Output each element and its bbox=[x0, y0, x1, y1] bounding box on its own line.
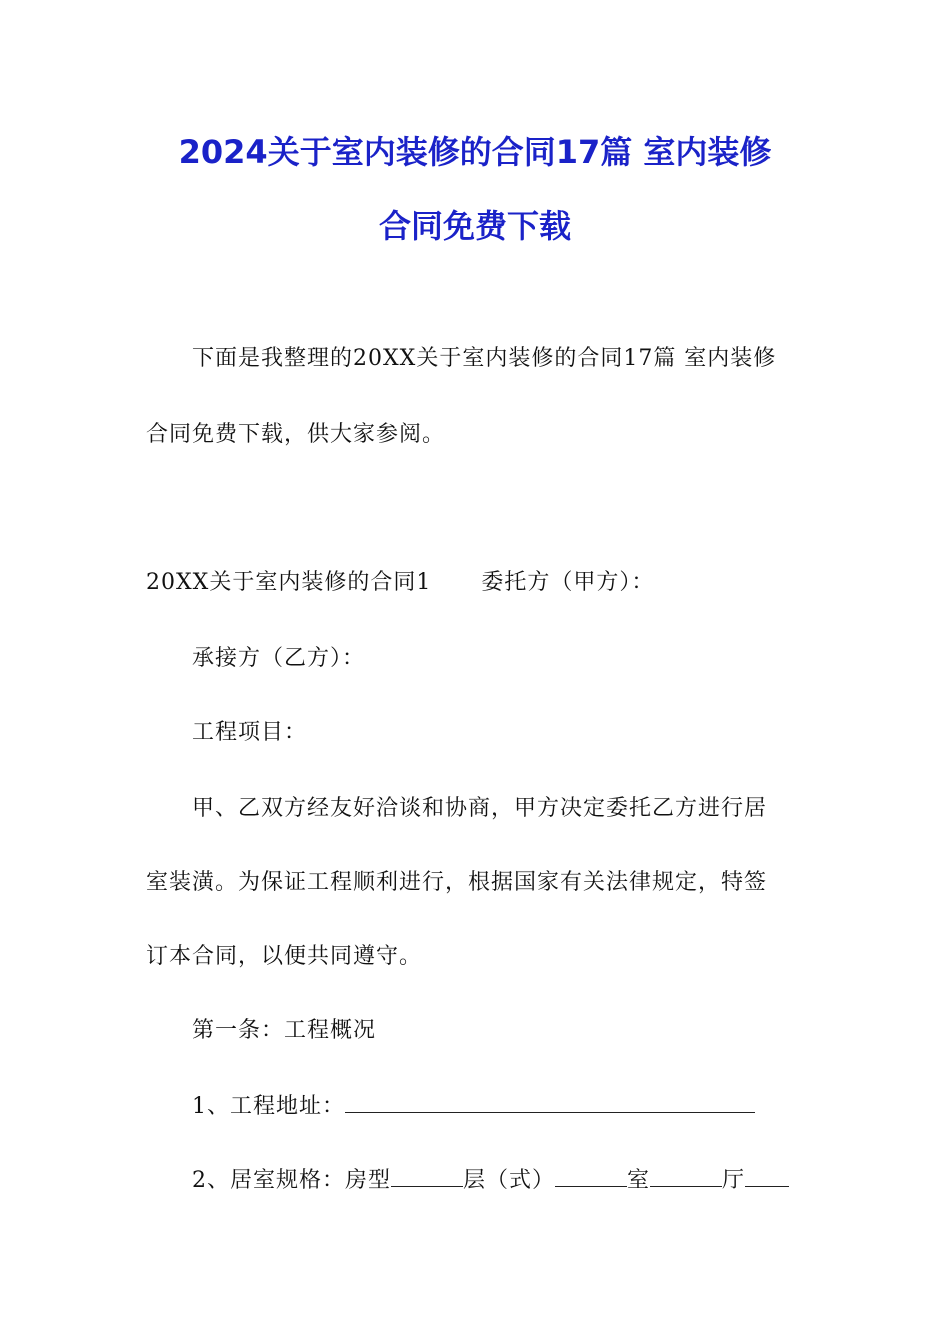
item-2-row bbox=[192, 1166, 789, 1196]
project-label: 工程项目： bbox=[192, 720, 308, 745]
preamble-line-2: 室装潢。为保证工程顺利进行，根据国家有关法律规定，特签 bbox=[146, 870, 768, 895]
item-2-label: 2、居室规格：房型 bbox=[192, 1168, 391, 1193]
contract-heading-row bbox=[146, 568, 654, 598]
document-title-line-1: 2024关于室内装修的合同17篇 室内装修 bbox=[178, 133, 772, 171]
hall-unit-label: 厅 bbox=[722, 1168, 746, 1193]
floor-blank-line[interactable] bbox=[391, 1166, 463, 1187]
floor-unit-label: 层（式） bbox=[463, 1168, 556, 1193]
room-blank-line[interactable] bbox=[555, 1166, 627, 1187]
address-blank-line[interactable] bbox=[345, 1092, 755, 1113]
preamble-line-1: 甲、乙双方经友好洽谈和协商，甲方决定委托乙方进行居 bbox=[192, 796, 768, 821]
trailing-blank-line[interactable] bbox=[745, 1166, 789, 1187]
party-a-label: 委托方（甲方）： bbox=[481, 570, 655, 595]
contract-heading: 20XX关于室内装修的合同1 bbox=[146, 570, 432, 595]
document-title-line-2: 合同免费下载 bbox=[378, 207, 571, 245]
room-unit-label: 室 bbox=[627, 1168, 651, 1193]
intro-line-2: 合同免费下载，供大家参阅。 bbox=[146, 422, 446, 447]
preamble-line-3: 订本合同，以便共同遵守。 bbox=[146, 944, 423, 969]
item-1-row bbox=[192, 1092, 755, 1122]
item-1-label: 1、工程地址： bbox=[192, 1094, 345, 1119]
hall-blank-line[interactable] bbox=[650, 1166, 722, 1187]
party-b-label: 承接方（乙方）： bbox=[192, 646, 366, 671]
article-1-title: 第一条：工程概况 bbox=[192, 1018, 377, 1043]
intro-line-1: 下面是我整理的20XX关于室内装修的合同17篇 室内装修 bbox=[192, 346, 777, 371]
